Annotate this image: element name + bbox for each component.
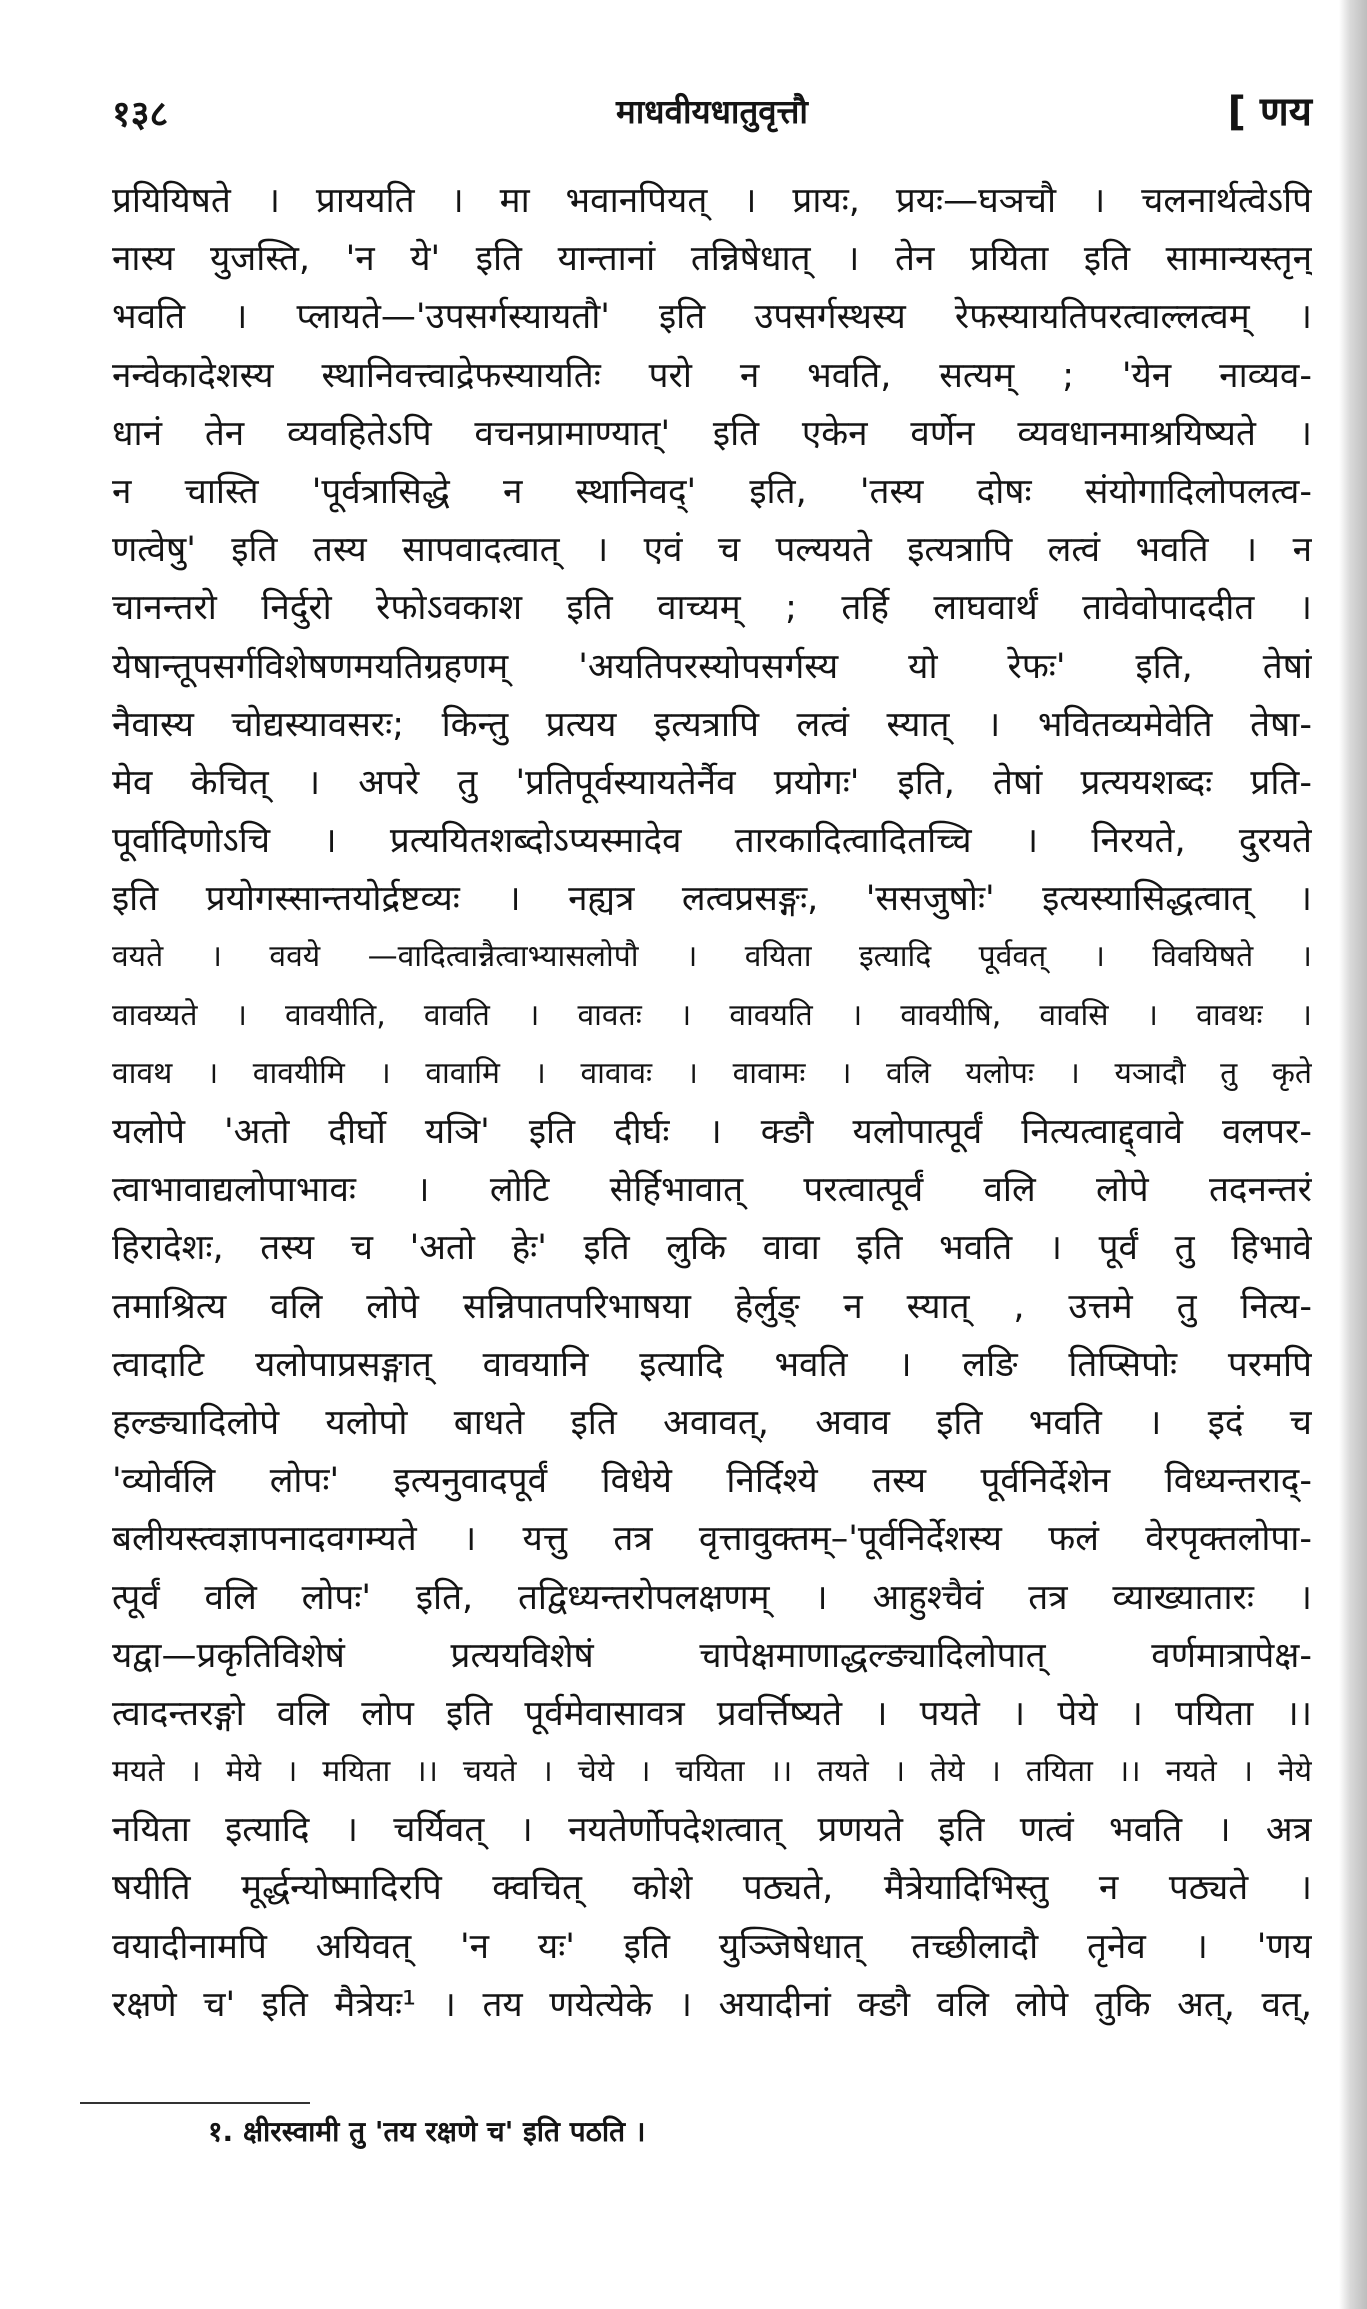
text-line: णत्वेषु' इति तस्य सापवादत्वात् । एवं च पल्ययते इत्यत्रापि लत्वं भवति । न [112,530,1312,571]
text-line: रक्षणे च' इति मैत्रेयः¹ । तय णयेत्येके । अयादीनां क्ङौ वलि लोपे तुकि अत्, वत्, [112,1984,1312,2025]
text-line: त्वादन्तरङ्गो वलि लोप इति पूर्वमेवासावत्र प्रवर्त्तिष्यते । पयते । पेये । पयिता ।। [112,1693,1312,1734]
text-line: येषान्तूपसर्गविशेषणमयतिग्रहणम् 'अयतिपरस्योपसर्गस्य यो रेफः' इति, तेषां [112,646,1312,687]
text-line: हिरादेशः, तस्य च 'अतो हेः' इति लुकि वावा इति भवति । पूर्वं तु हिभावे [112,1228,1312,1269]
text-line: नयिता इत्यादि । चर्यिवत् । नयतेर्णोपदेशत्वात् प्रणयते इति णत्वं भवति । अत्र [112,1810,1312,1851]
text-line: मयते । मेये । मयिता ।। चयते । चेये । चयिता ।। तयते । तेये । तयिता ।। नयते । नेये [112,1754,1312,1790]
text-line: न चास्ति 'पूर्वत्रासिद्धे न स्थानिवद्' इति, 'तस्य दोषः संयोगादिलोपलत्व- [112,471,1312,512]
text-line: मेव केचित् । अपरे तु 'प्रतिपूर्वस्यायतेर्नैव प्रयोगः' इति, तेषां प्रत्ययशब्दः प्रति- [112,762,1312,803]
text-line: नन्वेकादेशस्य स्थानिवत्त्वाद्रेफस्यायतिः परो न भवति, सत्यम् ; 'येन नाव्यव- [112,355,1312,396]
text-line: वावय्यते । वावयीति, वावति । वावतः । वावयति । वावयीषि, वावसि । वावथः । [112,997,1312,1033]
text-line: वावथ । वावयीमि । वावामि । वावावः । वावामः । वलि यलोपः । यञादौ तु कृते [112,1055,1312,1091]
body-text [112,172,1312,2034]
page-header [112,82,1312,142]
text-line: षयीति मूर्द्धन्योष्मादिरपि क्वचित् कोशे पठ्यते, मैत्रेयादिभिस्तु न पठ्यते । [112,1868,1312,1909]
text-line: तमाश्रित्य वलि लोपे सन्निपातपरिभाषया हेर्लुङ् न स्यात् , उत्तमे तु नित्य- [112,1286,1312,1327]
running-title: माधवीयधातुवृत्तौ [616,92,808,131]
text-line: भवति । प्लायते—'उपसर्गस्यायतौ' इति उपसर्गस्थस्य रेफस्यायतिपरत्वाल्लत्वम् । [112,297,1312,338]
text-line: त्वादाटि यलोपाप्रसङ्गात् वावयानि इत्यादि भवति । लङि तिप्सिपोः परमपि [112,1344,1312,1385]
text-line: बलीयस्त्वज्ञापनादवगम्यते । यत्तु तत्र वृत्तावुक्तम्–'पूर्वनिर्देशस्य फलं वेरपृक्तलोपा- [112,1519,1312,1560]
text-line: वयते । ववये —वादित्वान्नैत्वाभ्यासलोपौ । वयिता इत्यादि पूर्ववत् । विवयिषते । [112,939,1312,975]
text-line: इति प्रयोगस्सान्तयोर्द्रष्टव्यः । नह्यत्र लत्वप्रसङ्गः, 'ससजुषोः' इत्यस्यासिद्धत्वात् । [112,879,1312,920]
text-line: प्रयियिषते । प्राययति । मा भवानपियत् । प्रायः, प्रयः—घञचौ । चलनार्थत्वेऽपि [112,181,1312,221]
page-number: १३८ [112,94,169,135]
text-line: नास्य युजस्ति, 'न ये' इति यान्तानां तन्निषेधात् । तेन प्रयिता इति सामान्यस्तृन् [112,239,1312,280]
text-line: चानन्तरो निर्दुरो रेफोऽवकाश इति वाच्यम् ; तर्हि लाघवार्थं तावेवोपाददीत । [112,588,1312,629]
page-edge-shadow [1339,0,1367,2309]
text-line: यलोपे 'अतो दीर्घो यञि' इति दीर्घः । क्ङौ यलोपात्पूर्वं नित्यत्वाद्द्वावे वलपर- [112,1112,1312,1152]
footnote: १. क्षीरस्वामी तु 'तय रक्षणे च' इति पठति । [208,2115,646,2148]
text-line: हल्ङ्यादिलोपे यलोपो बाधते इति अवावत्, अवाव इति भवति । इदं च [112,1402,1312,1443]
text-line: 'व्योर्वलि लोपः' इत्यनुवादपूर्वं विधेये निर्दिश्ये तस्य पूर्वनिर्देशेन विध्यन्तराद्- [112,1461,1312,1502]
text-line: वयादीनामपि अयिवत् 'न यः' इति युञ्जिषेधात् तच्छीलादौ तृनेव । 'णय [112,1926,1312,1967]
text-line: धानं तेन व्यवहितेऽपि वचनप्रामाण्यात्' इति एकेन वर्णेन व्यवधानमाश्रयिष्यते । [112,413,1312,454]
text-line: नैवास्य चोद्यस्यावसरः; किन्तु प्रत्यय इत्यत्रापि लत्वं स्यात् । भवितव्यमेवेति तेषा- [112,704,1312,745]
text-line: यद्वा—प्रकृतिविशेषं प्रत्ययविशेषं चापेक्षमाणाद्धल्ङ्यादिलोपात् वर्णमात्रापेक्ष- [112,1635,1312,1676]
footnote-divider [80,2102,310,2104]
section-marker: [ णय [1227,89,1312,135]
text-line: त्पूर्वं वलि लोपः' इति, तद्विध्यन्तरोपलक्षणम् । आहुश्चैवं तत्र व्याख्यातारः । [112,1577,1312,1618]
text-line: पूर्वादिणोऽचि । प्रत्ययितशब्दोऽप्यस्मादेव तारकादित्वादितच्चि । निरयते, दुरयते [112,821,1312,862]
text-line: त्वाभावाद्यलोपाभावः । लोटि सेर्हिभावात् परत्वात्पूर्वं वलि लोपे तदनन्तरं [112,1170,1312,1211]
